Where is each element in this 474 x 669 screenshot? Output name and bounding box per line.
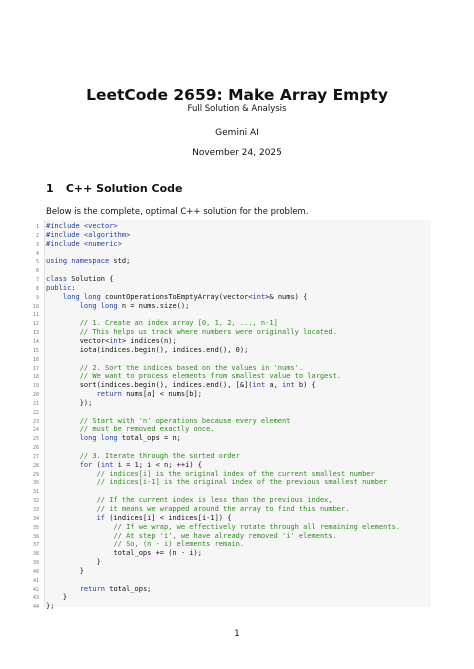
document-author: Gemini AI (215, 128, 259, 138)
code-text (46, 478, 97, 486)
section-heading (46, 182, 182, 195)
line-number: 25 (32, 436, 39, 443)
line-number: 5 (35, 259, 39, 266)
code-keyword: int (252, 292, 266, 301)
code-keyword: #include <algorithm> (46, 230, 131, 239)
code-keyword: public (46, 283, 72, 292)
code-text: std; (109, 257, 131, 266)
code-keyword: int (252, 381, 266, 390)
code-line (26, 249, 430, 258)
code-comment: // 3. Iterate through the sorted order (79, 451, 240, 460)
code-keyword: long long (79, 434, 118, 443)
code-text: nums[a] < nums[b]; (121, 390, 202, 399)
code-text (46, 425, 80, 433)
code-text (46, 540, 113, 548)
code-line (26, 593, 430, 602)
code-line (26, 408, 430, 417)
line-number: 29 (32, 471, 39, 478)
line-number: 30 (32, 480, 39, 487)
code-line (26, 567, 430, 576)
code-line (26, 602, 430, 611)
code-text (46, 452, 80, 460)
line-number: 15 (32, 347, 39, 354)
code-line (26, 355, 430, 364)
code-text: countOperationsToEmptyArray(vector< (100, 292, 253, 301)
code-comment: // 1. Create an index array [0, 1, 2, ..., n-1] (79, 319, 278, 328)
code-line (26, 222, 430, 231)
code-comment: // So, (n - i) elements remain. (113, 540, 245, 549)
code-text: sort(indices.begin(), indices.end(), [&]( (46, 381, 253, 390)
code-line (26, 417, 430, 426)
code-line (26, 505, 430, 514)
line-number: 22 (32, 409, 39, 416)
code-line (26, 496, 430, 505)
code-text: b) { (294, 381, 316, 390)
code-text (46, 372, 80, 380)
code-line (26, 558, 430, 567)
code-keyword: #include <numeric> (46, 239, 122, 248)
code-text (46, 470, 97, 478)
line-number: 1 (35, 224, 39, 230)
line-number: 9 (35, 294, 39, 301)
code-listing (26, 222, 430, 611)
line-number: 8 (35, 285, 39, 292)
line-number: 19 (32, 383, 39, 390)
line-number: 36 (32, 533, 39, 540)
code-line (26, 337, 430, 346)
code-line (26, 381, 430, 390)
code-comment: // Start with 'n' operations because every element (79, 416, 291, 425)
code-line (26, 293, 430, 302)
line-number: 23 (32, 418, 39, 425)
line-number: 17 (32, 365, 39, 372)
page-number: 1 (234, 629, 240, 639)
line-number: 27 (32, 453, 39, 460)
code-keyword: #include <vector> (46, 222, 118, 230)
code-line (26, 487, 430, 496)
code-text: >& nums) { (265, 292, 308, 301)
line-number: 44 (32, 604, 39, 611)
code-line (26, 390, 430, 399)
code-line (26, 585, 430, 594)
code-text: ( (92, 460, 101, 469)
line-number: 32 (32, 498, 39, 505)
line-number: 34 (32, 515, 39, 522)
document-date: November 24, 2025 (192, 148, 282, 158)
line-number: 37 (32, 542, 39, 549)
code-line (26, 328, 430, 337)
code-comment: // it means we wrapped around the array to find this number. (96, 505, 350, 513)
code-line (26, 240, 430, 249)
code-keyword: int (109, 336, 122, 345)
code-comment: // We want to process elements from smallest value to largest. (79, 372, 342, 381)
section-number: 1 (46, 182, 54, 195)
code-line (26, 434, 430, 443)
code-text: } (46, 566, 84, 575)
code-text: iota(indices.begin(), indices.end(), 0); (46, 345, 249, 354)
code-line (26, 514, 430, 523)
code-line (26, 399, 430, 408)
code-text (46, 364, 80, 372)
code-text (46, 496, 97, 504)
line-number: 41 (32, 577, 39, 584)
document-title: LeetCode 2659: Make Array Empty (86, 86, 388, 104)
line-number: 42 (32, 586, 39, 593)
line-number: 2 (35, 232, 39, 239)
code-line (26, 346, 430, 355)
code-text (46, 532, 113, 540)
code-text: (indices[i] < indices[i-1]) { (105, 513, 232, 522)
code-line (26, 266, 430, 275)
code-text (46, 293, 63, 301)
code-keyword: int (100, 460, 114, 469)
code-line (26, 302, 430, 311)
line-number: 24 (32, 427, 39, 434)
code-comment: // If the current index is less than the previous index, (96, 496, 333, 505)
code-keyword: long long (62, 292, 101, 301)
code-comment: // If we wrap, we effectively rotate through all remaining elements. (113, 522, 401, 531)
code-line (26, 478, 430, 487)
code-line (26, 443, 430, 452)
code-keyword: int (282, 381, 295, 390)
line-number: 18 (32, 374, 39, 381)
code-text: total_ops; (105, 584, 152, 593)
code-text: }; (46, 602, 55, 611)
code-text: } (46, 593, 68, 602)
line-number: 4 (35, 250, 39, 257)
code-line (26, 284, 430, 293)
code-text: } (46, 558, 101, 567)
code-line (26, 257, 430, 266)
code-text (46, 514, 97, 522)
code-keyword: class (46, 275, 68, 284)
line-number: 21 (32, 400, 39, 407)
line-number: 16 (32, 356, 39, 363)
code-line (26, 523, 430, 532)
code-text: i = 1; i < n; ++i) { (113, 460, 202, 469)
document-subtitle: Full Solution & Analysis (187, 104, 287, 114)
code-keyword: using namespace (46, 257, 110, 266)
code-keyword: if (96, 513, 106, 522)
line-number: 28 (32, 462, 39, 469)
line-number: 11 (32, 312, 39, 319)
code-line (26, 540, 430, 549)
code-comment: // This helps us track where numbers were originally located. (79, 328, 337, 337)
code-line (26, 364, 430, 373)
code-line (26, 549, 430, 558)
code-text (46, 319, 80, 327)
code-text (46, 302, 80, 310)
code-line (26, 452, 430, 461)
code-text (46, 461, 80, 469)
code-comment: // indices[i-1] is the original index of the previous smallest number (96, 478, 388, 487)
code-text: n = nums.size(); (117, 301, 190, 310)
line-number: 7 (35, 277, 39, 284)
code-text: }); (46, 398, 93, 407)
code-line (26, 275, 430, 284)
code-keyword: return (96, 390, 122, 399)
code-line (26, 372, 430, 381)
code-line (26, 231, 430, 240)
code-text: > indices(n); (121, 336, 177, 345)
code-line (26, 425, 430, 434)
code-text (46, 328, 80, 336)
code-text: Solution { (67, 275, 114, 284)
code-text (46, 434, 80, 442)
intro-paragraph: Below is the complete, optimal C++ solution for the problem. (46, 207, 309, 217)
code-line (26, 532, 430, 541)
line-number: 12 (32, 321, 39, 328)
code-comment: // 2. Sort the indices based on the values in 'nums'. (79, 363, 304, 372)
line-number: 10 (32, 303, 39, 310)
code-line (26, 461, 430, 470)
line-number: 39 (32, 560, 39, 567)
code-text (46, 585, 80, 593)
code-comment: // must be removed exactly once. (79, 425, 215, 434)
line-number: 14 (32, 338, 39, 345)
line-number: 6 (35, 268, 39, 275)
code-text (46, 523, 113, 531)
code-keyword: for (79, 460, 93, 469)
line-number: 20 (32, 392, 39, 399)
line-number: 31 (32, 489, 39, 496)
code-text (46, 505, 97, 513)
line-number: 43 (32, 595, 39, 602)
code-line (26, 319, 430, 328)
code-keyword: long long (79, 301, 118, 310)
code-text: : (71, 283, 76, 292)
code-text: total_ops += (n - i); (46, 549, 202, 558)
code-comment: // At step 'i', we have already removed 'i' elements. (113, 531, 337, 540)
code-line (26, 470, 430, 479)
line-number: 35 (32, 524, 39, 531)
code-text: a, (265, 381, 283, 390)
line-number: 33 (32, 507, 39, 513)
code-keyword: return (79, 584, 106, 593)
code-text (46, 390, 97, 398)
line-number: 13 (32, 330, 39, 337)
line-number: 40 (32, 568, 39, 575)
code-text (46, 417, 80, 425)
code-text: total_ops = n; (117, 434, 181, 443)
code-text: vector< (46, 336, 110, 345)
code-line (26, 576, 430, 585)
line-number: 3 (35, 241, 39, 248)
line-number: 38 (32, 551, 39, 558)
line-number: 26 (32, 445, 39, 452)
section-title: C++ Solution Code (65, 182, 183, 195)
code-line (26, 310, 430, 319)
code-comment: // indices[i] is the original index of the current smallest number (96, 469, 375, 478)
